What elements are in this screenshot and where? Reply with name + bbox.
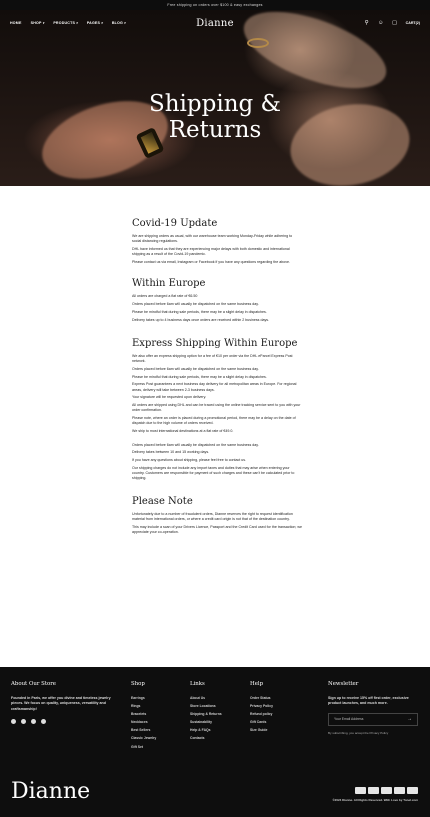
footer-link[interactable]: Best Sellers bbox=[131, 728, 151, 733]
announcement-bar bbox=[0, 0, 430, 10]
cart-icon[interactable]: ▢ bbox=[392, 20, 398, 26]
footer-link[interactable]: Rings bbox=[131, 704, 141, 709]
nav-item-shop[interactable]: SHOP ▾ bbox=[30, 21, 45, 25]
footer-heading: Newsletter bbox=[328, 681, 359, 687]
footer-link[interactable]: Necklaces bbox=[131, 720, 148, 725]
footer-link[interactable]: About Us bbox=[190, 696, 206, 700]
main-navigation bbox=[0, 16, 430, 30]
chevron-down-icon: ▾ bbox=[76, 21, 78, 25]
copyright-text: ©2024 Dianne. All Rights Reserved. With Love by Tonel.com bbox=[332, 798, 418, 802]
section-paragraph: Please contact us via email, Instagram or Facebook if you have any questions regarding the above. bbox=[132, 260, 291, 264]
footer-link[interactable]: Shipping & Returns bbox=[190, 712, 222, 717]
section-paragraph: We ship to most international destinations at a flat rate of €49.0. bbox=[132, 429, 234, 434]
hero-banner bbox=[0, 10, 430, 186]
payment-methods bbox=[355, 787, 418, 794]
paypal-icon bbox=[394, 787, 405, 794]
section-paragraph: Orders placed before 6am will usually be dispatched on the same business day. bbox=[132, 366, 259, 371]
nav-item-blog[interactable]: BLOG ▾ bbox=[111, 21, 126, 25]
tiktok-icon[interactable] bbox=[31, 719, 36, 724]
footer-logo[interactable]: Dianne bbox=[11, 779, 91, 804]
footer-heading: About Our Store bbox=[11, 681, 56, 687]
newsletter-note: By subscribing, you accept the Privacy Policy bbox=[328, 730, 389, 735]
footer-link[interactable]: Help & FAQs bbox=[190, 728, 211, 733]
newsletter-email-input[interactable] bbox=[328, 713, 418, 726]
site-footer bbox=[0, 667, 430, 817]
footer-link[interactable]: Sustainability bbox=[190, 720, 213, 725]
footer-heading: Shop bbox=[131, 681, 145, 687]
chevron-down-icon: ▾ bbox=[124, 21, 126, 25]
nav-item-pages[interactable]: PAGES ▾ bbox=[86, 21, 103, 25]
page-title bbox=[0, 91, 430, 143]
section-covid bbox=[132, 218, 302, 265]
account-icon[interactable]: ☺ bbox=[377, 20, 384, 26]
section-paragraph: All orders are charged a flat rate of €6.50 bbox=[132, 294, 198, 299]
footer-shop bbox=[131, 681, 156, 753]
footer-link[interactable]: Gift Set bbox=[131, 744, 144, 749]
visa-icon bbox=[355, 787, 366, 794]
section-paragraph: DHL have informed us that they are experiencing major delays with both domestic and international shipping as a result of the Covid-19 pandemic. bbox=[132, 247, 290, 257]
cart-button[interactable]: CART(2) bbox=[405, 21, 420, 25]
footer-about-text: Founded in Paris, we offer you divine and timeless jewelry pieces. We focus on quality, uniqueness, versatility and craftsmanship! bbox=[11, 696, 111, 711]
facebook-icon[interactable] bbox=[11, 719, 16, 724]
discover-icon bbox=[407, 787, 418, 794]
footer-links bbox=[190, 681, 222, 745]
section-paragraph: Your signature will be requested upon delivery. bbox=[132, 395, 207, 400]
twitter-icon[interactable] bbox=[41, 719, 46, 724]
section-heading: Within Europe bbox=[132, 278, 206, 290]
hero-ring-image bbox=[247, 38, 269, 48]
section-heading: Covid-19 Update bbox=[132, 218, 218, 229]
search-icon[interactable]: ⚲ bbox=[364, 20, 369, 26]
footer-link[interactable]: Size Guide bbox=[250, 728, 268, 733]
site-logo[interactable]: Dianne bbox=[196, 17, 234, 29]
footer-link[interactable]: Classic Jewelry bbox=[131, 736, 157, 741]
footer-link[interactable]: Refund policy bbox=[250, 712, 273, 717]
chevron-down-icon: ▾ bbox=[42, 21, 45, 25]
chevron-down-icon: ▾ bbox=[101, 21, 103, 25]
section-paragraph: Delivery takes between 10 and 15 working days. bbox=[132, 450, 210, 455]
section-paragraph: We are shipping orders as usual, with our warehouse team working Monday-Friday while adhering to social distancing regulations. bbox=[132, 234, 293, 244]
section-paragraph: We also offer an express shipping option for a fee of €10 per order via the DHL eParcel Express Post network. bbox=[132, 353, 293, 363]
policy-content bbox=[132, 218, 302, 538]
footer-link[interactable]: Earrings bbox=[131, 696, 145, 700]
nav-item-products[interactable]: PRODUCTS ▾ bbox=[53, 21, 78, 25]
section-paragraph: Our shipping charges do not include any import taxes and duties that may arise when entering your country. Customers are responsible for payment of such charges and these can't be calculated prior to shipping. bbox=[132, 465, 295, 481]
nav-actions bbox=[364, 20, 420, 26]
section-paragraph: This may include a scan of your Drivers Licence, Passport and the Credit Card used for the transaction; we appreciate your co-operation. bbox=[132, 524, 302, 534]
footer-heading: Links bbox=[190, 681, 205, 687]
footer-link[interactable]: Contacts bbox=[190, 736, 205, 741]
section-paragraph: Orders placed before 6am will usually be dispatched on the same business day. bbox=[132, 302, 259, 306]
instagram-icon[interactable] bbox=[21, 719, 26, 724]
mastercard-icon bbox=[368, 787, 379, 794]
footer-heading: Help bbox=[250, 681, 264, 687]
footer-link[interactable]: Bracelets bbox=[131, 712, 147, 717]
page-title-line: Returns bbox=[168, 117, 262, 143]
amex-icon bbox=[381, 787, 392, 794]
section-heading: Express Shipping Within Europe bbox=[132, 337, 298, 349]
footer-link[interactable]: Store Locations bbox=[190, 704, 216, 709]
section-paragraph: Please be mindful that during sale periods, there may be a slight delay in dispatches. bbox=[132, 309, 267, 314]
section-express-shipping bbox=[132, 338, 302, 482]
arrow-right-icon[interactable]: → bbox=[407, 716, 412, 723]
nav-menu bbox=[10, 21, 126, 25]
footer-link[interactable]: Order Status bbox=[250, 696, 271, 700]
newsletter-text: Sign up to receive 15% off first order, exclusive product launches, and much more. bbox=[328, 696, 409, 706]
section-please-note bbox=[132, 496, 302, 535]
page-title-line: Shipping & bbox=[148, 91, 282, 117]
social-links bbox=[11, 719, 111, 724]
section-paragraph: All orders are shipped using DHL and can be traced using the online tracking service sent to you with your order confirmation. bbox=[132, 403, 301, 413]
section-paragraph: Unfortunately due to a number of fraudulent orders, Dianne reserves the right to request identification material from international orders, or where a credit card origin is not that of the destination country. bbox=[132, 511, 293, 521]
footer-link[interactable]: Gift Cards bbox=[250, 720, 267, 725]
footer-about bbox=[11, 681, 111, 724]
section-paragraph: Express Post guarantees a next business day delivery for all metropolitan areas in Europe. For regional areas, delivery will take between 2-3 business days. bbox=[132, 382, 297, 392]
section-heading: Please Note bbox=[132, 495, 193, 507]
section-paragraph bbox=[132, 437, 302, 440]
footer-link[interactable]: Privacy Policy bbox=[250, 704, 273, 709]
footer-help bbox=[250, 681, 273, 736]
section-paragraph: Delivery takes up to 4 business days once orders are received within 2 business days. bbox=[132, 317, 270, 322]
announcement-text: Free shipping on orders over $100 & easy exchanges bbox=[167, 3, 263, 7]
newsletter-placeholder: Your Email Address bbox=[334, 717, 364, 722]
section-paragraph: Orders placed before 6am will usually be dispatched on the same business day. bbox=[132, 442, 259, 447]
section-paragraph: Please be mindful that during sale periods, there may be a slight delay in dispatches. bbox=[132, 374, 267, 379]
section-paragraph: Please note, where an order is placed during a promotional period, there may be a delay on the date of dispatch due to the high volume of orders received. bbox=[132, 416, 296, 426]
section-paragraph: If you have any questions about shipping, please feel free to contact us. bbox=[132, 458, 247, 463]
section-within-europe bbox=[132, 278, 302, 323]
nav-item-home[interactable]: HOME bbox=[10, 21, 22, 25]
footer-newsletter bbox=[328, 681, 420, 735]
